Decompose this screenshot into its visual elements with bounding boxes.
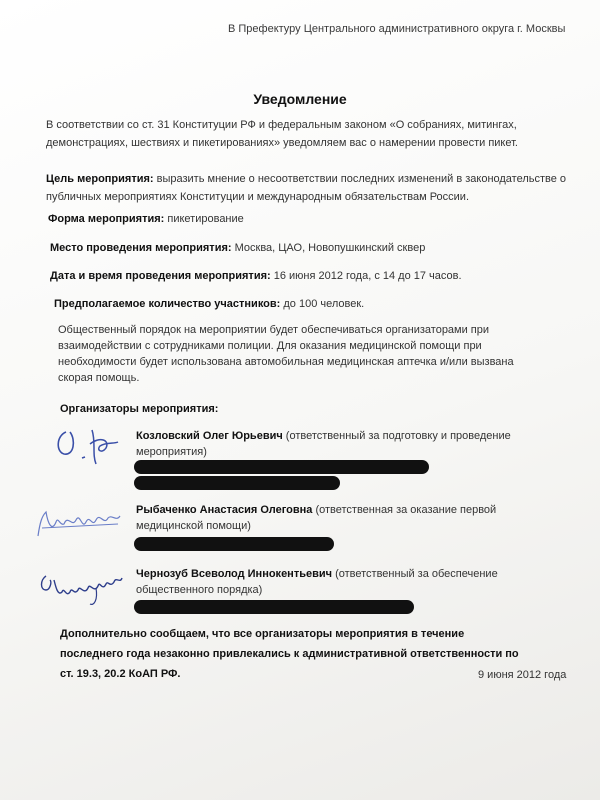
organizer-3	[136, 566, 576, 598]
organizers-heading: Организаторы мероприятия:	[60, 403, 219, 415]
redaction-bar	[134, 600, 414, 614]
order-paragraph: Общественный порядок на мероприятии будет обеспечиваться организаторами при взаимодействии с сотрудниками полиции. Для оказания медицинской помощи при необходимости будет использована автомобильная медицинская аптечка и/или вызвана скорая помощь.	[58, 324, 514, 384]
goal-field	[46, 170, 571, 206]
place-value: Москва, ЦАО, Новопушкинский сквер	[234, 242, 426, 254]
goal-value: выразить мнение о несоответствии последних изменений в законодательстве о публичных мероприятиях Конституции и международным обязательствам России.	[46, 173, 567, 203]
organizer-3-name: Чернозуб Всеволод Иннокентьевич	[136, 568, 333, 580]
organizer-2	[136, 502, 556, 534]
organizer-1-name: Козловский Олег Юрьевич	[136, 430, 283, 442]
redaction-bar	[134, 460, 429, 474]
place-label: Место проведения мероприятия:	[50, 242, 232, 254]
count-value: до 100 человек.	[283, 298, 365, 310]
form-field	[48, 211, 244, 227]
datetime-value: 16 июня 2012 года, с 14 до 17 часов.	[273, 270, 462, 282]
datetime-field	[50, 268, 462, 284]
signature-1	[52, 420, 122, 468]
form-label: Форма мероприятия:	[48, 213, 165, 225]
form-value: пикетирование	[167, 213, 244, 225]
redaction-bar	[134, 476, 340, 490]
recipient-line: В Префектуру Центрального административного округа г. Москвы	[228, 23, 566, 35]
organizer-2-name: Рыбаченко Анастасия Олеговна	[136, 504, 313, 516]
redaction-bar	[134, 537, 334, 551]
organizer-2-role: (ответственная за оказание первой медицинской помощи)	[136, 504, 497, 532]
goal-label: Цель мероприятия:	[46, 173, 154, 185]
signature-2	[30, 502, 126, 548]
signature-3	[36, 566, 126, 610]
document-date: 9 июня 2012 года	[478, 669, 567, 681]
organizer-1-role: (ответственный за подготовку и проведение мероприятия)	[136, 430, 511, 458]
intro-paragraph: В соответствии со ст. 31 Конституции РФ и федеральным законом «О собраниях, митингах, демонстрациях, шествиях и пикетированиях» уведомляем вас о намерении провести пикет.	[46, 119, 518, 149]
count-field	[54, 296, 364, 312]
count-label: Предполагаемое количество участников:	[54, 298, 281, 310]
place-field	[50, 240, 425, 256]
footer-paragraph: Дополнительно сообщаем, что все организаторы мероприятия в течение последнего года незаконно привлекались к административной ответственности по ст. 19.3, 20.2 КоАП РФ.	[60, 628, 519, 680]
datetime-label: Дата и время проведения мероприятия:	[50, 270, 271, 282]
organizer-1	[136, 428, 556, 460]
document-title: Уведомление	[253, 91, 347, 107]
organizer-3-role: (ответственный за обеспечение общественного порядка)	[136, 568, 498, 596]
